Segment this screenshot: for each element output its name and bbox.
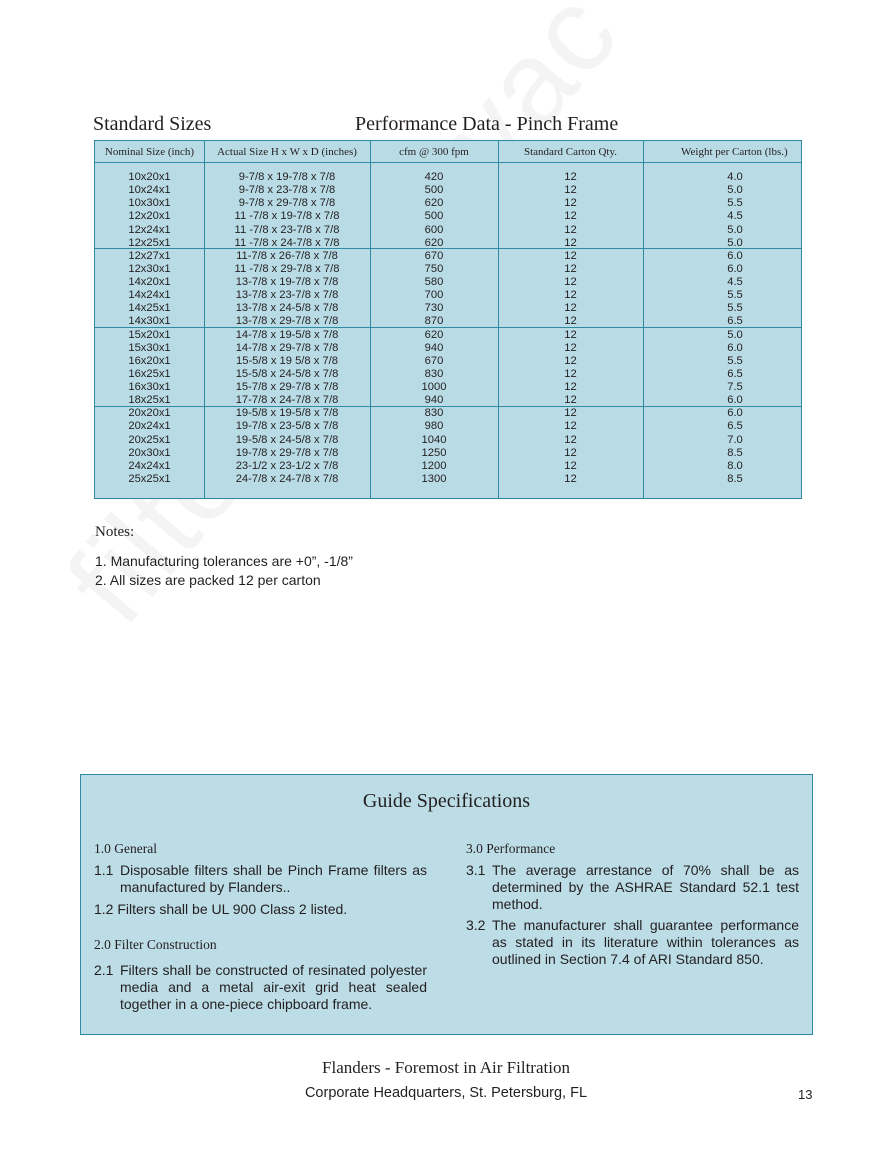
guide-title: Guide Specifications [362,790,531,812]
table-cell: 12x20x1 [128,210,171,223]
table-cell: 12 [564,276,577,288]
table-cell: 830 [424,407,444,420]
footer-headquarters: Corporate Headquarters, St. Petersburg, FL [304,1085,588,1101]
table-cell: 14-7/8 x 19-5/8 x 7/8 [235,328,339,341]
table-cell: 12 [564,472,577,485]
table-cell: 24x24x1 [128,459,171,472]
table-cell: 12 [564,302,577,315]
table-cell: 20x25x1 [128,433,171,446]
table-cell: 11 -7/8 x 19-7/8 x 7/8 [234,210,340,223]
table-cell: 5.0 [727,328,743,341]
table-cell: 12 [564,328,577,341]
table-cell: 12x25x1 [128,236,171,249]
table-cell: 5.0 [727,236,743,249]
table-cell: 1040 [421,433,447,446]
table-cell: 580 [424,276,444,288]
table-cell: 12 [564,341,577,354]
table-cell: 12 [564,420,577,433]
table-cell: 12 [564,394,577,407]
nominal-size-column [95,171,204,486]
table-cell: 20x20x1 [128,407,171,420]
table-cell: 12 [564,315,577,328]
table-cell: 9-7/8 x 29-7/8 x 7/8 [238,197,336,210]
standard-sizes-heading: Standard Sizes [93,113,212,135]
section-performance-heading: 3.0 Performance [466,841,556,856]
spec-item-1-2: 1.2 Filters shall be UL 900 Class 2 listed. [94,901,348,917]
table-cell: 14-7/8 x 29-7/8 x 7/8 [235,341,339,354]
table-cell: 870 [424,315,444,328]
table-cell: 9-7/8 x 23-7/8 x 7/8 [238,184,336,197]
performance-table [94,140,802,499]
table-cell: 13-7/8 x 19-7/8 x 7/8 [235,276,339,288]
table-cell: 4.5 [727,210,743,223]
table-cell: 14x25x1 [128,302,171,315]
table-cell: 6.0 [727,249,743,262]
table-cell: 12x24x1 [128,223,171,236]
table-cell: 8.5 [727,446,743,459]
table-cell: 18x25x1 [128,394,171,407]
table-cell: 19-5/8 x 24-5/8 x 7/8 [235,433,339,446]
header-carton-qty: Standard Carton Qty. [523,146,618,158]
table-cell: 620 [424,236,444,249]
table-cell: 4.0 [727,171,743,183]
table-cell: 20x30x1 [128,446,171,459]
table-cell: 25x25x1 [128,472,171,485]
table-cell: 7.5 [727,381,743,393]
table-cell: 19-5/8 x 19-5/8 x 7/8 [235,407,339,420]
table-cell: 11 -7/8 x 24-7/8 x 7/8 [234,236,340,249]
table-cell: 12 [564,367,577,380]
table-cell: 12 [564,171,577,183]
spec-item-3-2: 3.2 The manufacturer shall guarantee performance as stated in its literature within tolerances as outlined in Section 7.4 of ARI Standard 850. [466,917,799,967]
table-cell: 500 [424,184,444,197]
table-cell: 12 [564,236,577,249]
table-cell: 620 [424,328,444,341]
table-cell: 10x30x1 [128,197,171,210]
table-cell: 12 [564,289,577,302]
table-cell: 12 [564,249,577,262]
table-cell: 6.0 [727,394,743,407]
spec-item-3-1: 3.1 The average arrestance of 70% shall be as determined by the ASHRAE Standard 52.1 test method. [466,862,799,912]
table-cell: 8.0 [727,459,743,472]
table-cell: 600 [424,223,444,236]
table-cell: 10x20x1 [128,171,171,183]
actual-size-column [204,171,370,486]
table-cell: 13-7/8 x 29-7/8 x 7/8 [235,315,339,328]
table-cell: 830 [424,367,444,380]
table-cell: 19-7/8 x 29-7/8 x 7/8 [235,446,339,459]
table-cell: 5.5 [727,302,743,315]
table-cell: 15x20x1 [128,328,171,341]
table-cell: 7.0 [727,433,743,446]
page-number: 13 [798,1087,813,1102]
table-cell: 12 [564,184,577,197]
table-cell: 16x20x1 [128,354,171,367]
table-cell: 500 [424,210,444,223]
table-cell: 4.5 [727,276,743,288]
table-cell: 750 [424,262,444,275]
table-cell: 1200 [421,459,447,472]
table-cell: 15-5/8 x 24-5/8 x 7/8 [235,367,339,380]
table-cell: 12x27x1 [128,249,171,262]
footer-tagline: Flanders - Foremost in Air Filtration [322,1058,570,1077]
table-cell: 12 [564,210,577,223]
table-cell: 23-1/2 x 23-1/2 x 7/8 [235,459,339,472]
table-cell: 9-7/8 x 19-7/8 x 7/8 [238,171,336,183]
table-cell: 12 [564,459,577,472]
table-cell: 1250 [421,446,447,459]
table-cell: 16x25x1 [128,367,171,380]
table-cell: 17-7/8 x 24-7/8 x 7/8 [235,394,339,407]
table-cell: 6.5 [727,420,743,433]
table-cell: 5.5 [727,354,743,367]
table-cell: 5.0 [727,223,743,236]
table-cell: 5.5 [727,289,743,302]
section-general-heading: 1.0 General [94,841,157,856]
section-construction-heading: 2.0 Filter Construction [94,937,217,952]
table-cell: 5.0 [727,184,743,197]
table-cell: 24-7/8 x 24-7/8 x 7/8 [235,472,339,485]
table-cell: 12 [564,197,577,210]
table-cell: 730 [424,302,444,315]
table-cell: 14x24x1 [128,289,171,302]
table-cell: 6.5 [727,367,743,380]
table-cell: 8.5 [727,472,743,485]
table-cell: 12 [564,407,577,420]
header-actual-size: Actual Size H x W x D (inches) [217,146,357,158]
table-cell: 1300 [421,472,447,485]
table-cell: 6.0 [727,262,743,275]
header-nominal-size: Nominal Size (inch) [104,146,195,158]
table-cell: 6.0 [727,407,743,420]
table-cell: 12 [564,433,577,446]
table-cell: 12 [564,262,577,275]
header-weight: Weight per Carton (lbs.) [681,146,788,158]
table-cell: 11 -7/8 x 23-7/8 x 7/8 [234,223,340,236]
spec-item-2-1: 2.1 Filters shall be constructed of resinated polyester media and a metal air-exit grid heat sealed together in a one-piece chipboard frame. [94,962,427,1012]
performance-data-heading: Performance Data - Pinch Frame [355,113,619,135]
table-cell: 15-5/8 x 19 5/8 x 7/8 [236,354,338,367]
table-cell: 13-7/8 x 23-7/8 x 7/8 [235,289,339,302]
table-cell: 6.5 [727,315,743,328]
carton-qty-column [498,171,643,486]
table-cell: 670 [424,249,444,262]
table-cell: 19-7/8 x 23-5/8 x 7/8 [235,420,339,433]
spec-item-1-1: 1.1 Disposable filters shall be Pinch Frame filters as manufactured by Flanders.. [94,862,427,895]
table-cell: 15x30x1 [128,341,171,354]
table-cell: 20x24x1 [128,420,171,433]
table-cell: 12 [564,381,577,393]
table-cell: 12 [564,446,577,459]
table-cell: 620 [424,197,444,210]
table-cell: 980 [424,420,444,433]
table-cell: 5.5 [727,197,743,210]
table-cell: 12 [564,223,577,236]
table-cell: 10x24x1 [128,184,171,197]
notes-title: Notes: [95,524,135,540]
note-item: 2. All sizes are packed 12 per carton [95,572,321,588]
table-cell: 14x20x1 [128,276,171,288]
table-cell: 12x30x1 [128,262,171,275]
guide-specifications-box [80,774,813,1035]
table-cell: 15-7/8 x 29-7/8 x 7/8 [235,381,339,393]
note-item: 1. Manufacturing tolerances are +0”, -1/8” [95,553,353,569]
table-cell: 420 [424,171,444,183]
header-divider [95,162,801,163]
cfm-column [370,171,498,486]
table-cell: 11 -7/8 x 29-7/8 x 7/8 [234,262,340,275]
header-cfm: cfm @ 300 fpm [399,146,469,158]
table-cell: 6.0 [727,341,743,354]
table-cell: 16x30x1 [128,381,171,393]
table-cell: 14x30x1 [128,315,171,328]
table-cell: 11-7/8 x 26-7/8 x 7/8 [236,249,338,262]
table-cell: 1000 [421,381,447,393]
table-cell: 940 [424,341,444,354]
table-cell: 940 [424,394,444,407]
weight-column [643,171,827,486]
table-cell: 700 [424,289,444,302]
table-cell: 670 [424,354,444,367]
table-cell: 13-7/8 x 24-5/8 x 7/8 [235,302,339,315]
table-cell: 12 [564,354,577,367]
